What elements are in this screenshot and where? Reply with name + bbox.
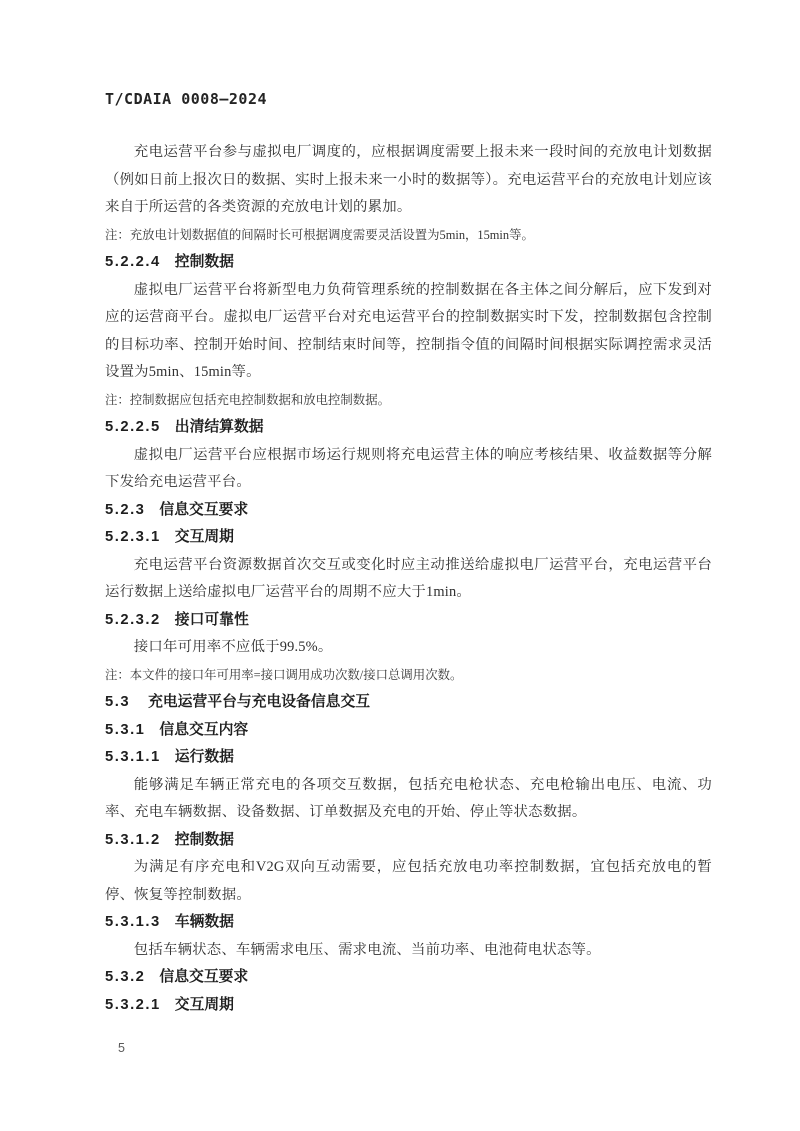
note-line: 注：控制数据应包括充电控制数据和放电控制数据。 <box>105 392 390 407</box>
note-line: 注：本文件的接口年可用率=接口调用成功次数/接口总调用次数。 <box>105 667 463 682</box>
body-paragraph: 虚拟电厂运营平台应根据市场运行规则将充电运营主体的响应考核结果、收益数据等分解下发给充电运营平台。 <box>105 446 712 490</box>
section-title: 充电运营平台与充电设备信息交互 <box>148 694 371 710</box>
section-title: 出清结算数据 <box>174 419 264 435</box>
section-number: 5.3.1 <box>105 721 146 738</box>
section-number: 5.2.3.2 <box>105 611 161 628</box>
section-number: 5.2.3 <box>105 501 146 518</box>
section-heading-5.3.1.2 <box>105 827 712 855</box>
section-title: 车辆数据 <box>174 914 234 930</box>
section-number: 5.3.2 <box>105 969 146 985</box>
section-heading-5.2.2.4 <box>105 249 712 277</box>
section-number: 5.3 <box>105 694 131 710</box>
section-heading-5.3.1 <box>105 717 712 745</box>
document-content <box>105 139 712 1019</box>
section-heading-5.2.3 <box>105 497 712 525</box>
section-title: 运行数据 <box>174 749 234 765</box>
body-paragraph: 接口年可用率不应低于99.5%。 <box>133 639 333 655</box>
body-paragraph: 充电运营平台资源数据首次交互或变化时应主动推送给虚拟电厂运营平台，充电运营平台运行数据上送给虚拟电厂运营平台的周期不应大于1min。 <box>105 556 712 600</box>
section-heading-5.3.2 <box>105 964 712 992</box>
body-paragraph: 充电运营平台参与虚拟电厂调度的，应根据调度需要上报未来一段时间的充放电计划数据（例如日前上报次日的数据、实时上报未来一小时的数据等）。充电运营平台的充放电计划应该来自于所运营的各类资源的充放电计划的累加。 <box>105 144 712 215</box>
body-paragraph: 虚拟电厂运营平台将新型电力负荷管理系统的控制数据在各主体之间分解后，应下发到对应的运营商平台。虚拟电厂运营平台对充电运营平台的控制数据实时下发，控制数据包含控制的目标功率、控制开始时间、控制结束时间等，控制指令值的间隔时间根据实际调控需求灵活设置为5min、15min等。 <box>105 281 712 380</box>
section-heading-5.2.3.2 <box>105 607 712 635</box>
section-title: 交互周期 <box>174 996 234 1013</box>
section-number: 5.2.2.4 <box>105 254 161 270</box>
section-title: 交互周期 <box>174 529 234 545</box>
section-heading-5.3.1.1 <box>105 744 712 772</box>
section-title: 控制数据 <box>174 831 234 848</box>
section-number: 5.2.2.5 <box>105 419 161 435</box>
body-paragraph: 为满足有序充电和V2G双向互动需要，应包括充放电功率控制数据，宜包括充放电的暂停、恢复等控制数据。 <box>105 859 712 903</box>
section-number: 5.3.1.2 <box>105 831 161 848</box>
section-number: 5.3.1.3 <box>105 914 161 930</box>
section-title: 信息交互内容 <box>159 721 249 738</box>
body-paragraph: 能够满足车辆正常充电的各项交互数据，包括充电枪状态、充电枪输出电压、电流、功率、充电车辆数据、设备数据、订单数据及充电的开始、停止等状态数据。 <box>105 776 712 820</box>
body-paragraph: 包括车辆状态、车辆需求电压、需求电流、当前功率、电池荷电状态等。 <box>133 941 601 958</box>
standard-number-header: T/CDAIA 0008—2024 <box>105 90 268 108</box>
section-title: 信息交互要求 <box>159 501 249 518</box>
section-number: 5.3.2.1 <box>105 996 161 1013</box>
section-number: 5.3.1.1 <box>105 749 161 765</box>
section-title: 控制数据 <box>174 254 234 270</box>
section-heading-5.2.3.1 <box>105 524 712 552</box>
section-number: 5.2.3.1 <box>105 529 161 545</box>
section-title: 接口可靠性 <box>174 611 249 628</box>
section-heading-5.3.1.3 <box>105 909 712 937</box>
section-heading-5.3.2.1 <box>105 992 712 1020</box>
note-line: 注：充放电计划数据值的间隔时长可根据调度需要灵活设置为5min，15min等。 <box>105 227 534 242</box>
section-title: 信息交互要求 <box>159 969 249 985</box>
section-heading-5.3 <box>105 689 712 717</box>
section-heading-5.2.2.5 <box>105 414 712 442</box>
page-number: 5 <box>118 1041 125 1055</box>
